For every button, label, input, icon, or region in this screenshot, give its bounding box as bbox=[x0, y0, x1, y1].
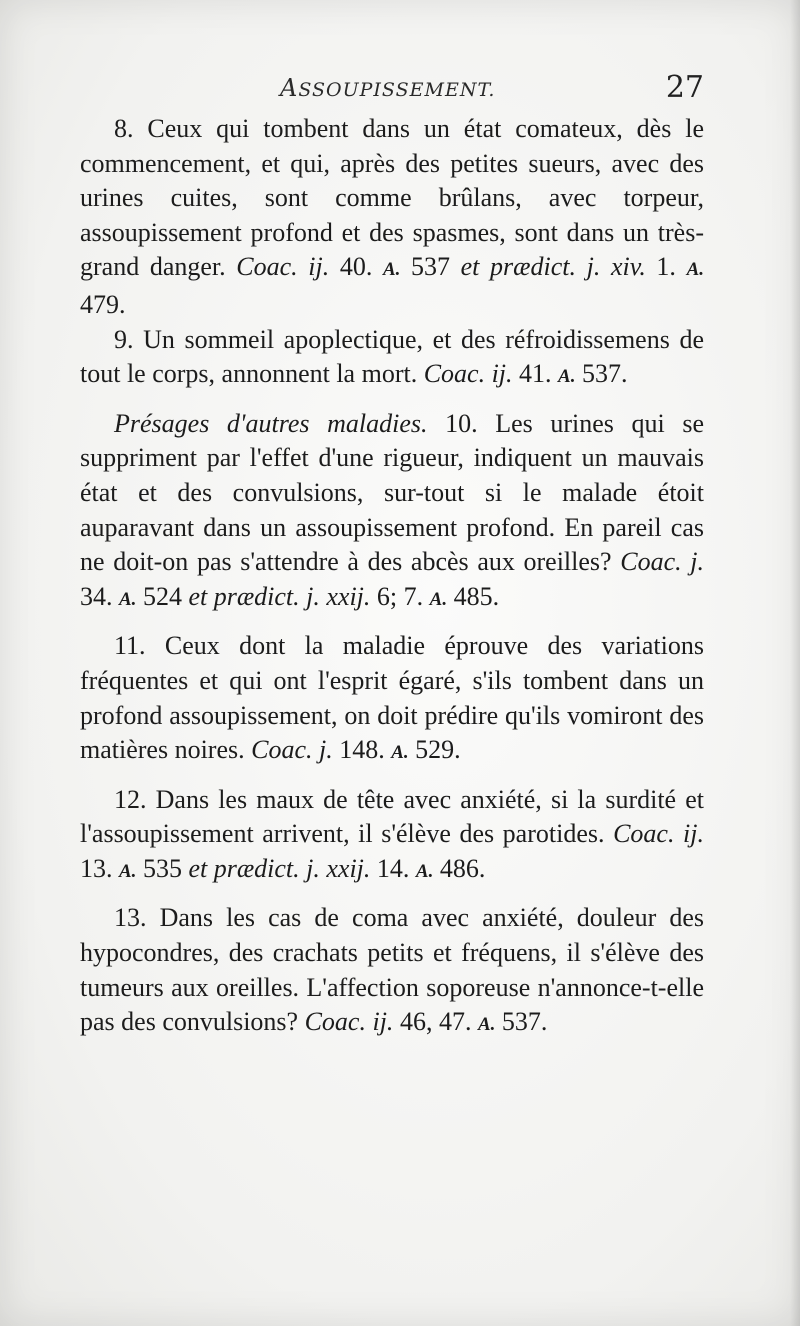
citation: et prædict. j. xxij. bbox=[188, 581, 371, 611]
text-run: 486. bbox=[433, 853, 486, 883]
citation: Coac. ij. bbox=[236, 252, 330, 282]
paragraph-12 bbox=[80, 783, 704, 890]
paragraph-11 bbox=[80, 629, 704, 770]
citation-abbrev: A. bbox=[391, 742, 409, 764]
text-run: 46, 47. bbox=[393, 1007, 478, 1037]
paragraph-8 bbox=[80, 112, 704, 323]
text-run: 12. Dans les maux de tête avec anxiété, si la surdité et l'assoupissement arrivent, il s'élève des parotides. bbox=[80, 784, 704, 849]
text-run: 529. bbox=[408, 735, 461, 765]
section-heading: Présages d'autres maladies. bbox=[114, 408, 428, 438]
text-run: 6; 7. bbox=[370, 581, 430, 611]
text-run: 479. bbox=[80, 289, 126, 319]
citation: Coac. ij. bbox=[304, 1007, 394, 1037]
text-run: 524 bbox=[136, 581, 189, 611]
text-run: 41. bbox=[512, 359, 559, 389]
citation: et prædict. j. xiv. bbox=[460, 252, 646, 282]
body-text bbox=[80, 112, 704, 1043]
citation-abbrev: A. bbox=[477, 1014, 496, 1036]
citation: et prædict. j. xxij. bbox=[188, 853, 371, 883]
text-run: 11. Ceux dont la maladie éprouve des variations fréquentes et qui ont l'esprit égaré, s'ils tombent dans un profond assoupissement, on doit prédire qu'ils vomiront des matières noires. bbox=[80, 631, 704, 765]
citation-abbrev: A. bbox=[558, 366, 576, 388]
citation: Coac. ij. bbox=[613, 819, 704, 849]
running-head-rest: SSOUPISSEMENT. bbox=[298, 79, 496, 101]
text-run: 34. bbox=[80, 581, 119, 611]
citation-abbrev: A. bbox=[119, 588, 137, 610]
text-run: 148. bbox=[332, 735, 392, 765]
citation-abbrev: A. bbox=[429, 588, 448, 610]
paragraph-10 bbox=[80, 407, 704, 618]
text-run: 13. Dans les cas de coma avec anxiété, douleur des hypocondres, des crachats petits et fréquens, il s'élève des tumeurs aux oreilles. L'affection soporeuse n'annonce-t-elle pas des convulsions? bbox=[80, 903, 704, 1037]
running-head bbox=[280, 74, 495, 102]
citation: Coac. ij. bbox=[423, 359, 513, 389]
text-run: 485. bbox=[447, 581, 500, 611]
paragraph-9 bbox=[80, 323, 704, 395]
citation-abbrev: A. bbox=[119, 860, 137, 882]
text-run: 13. bbox=[80, 853, 119, 883]
citation: Coac. j. bbox=[251, 735, 333, 765]
paragraph-13 bbox=[80, 901, 704, 1042]
text-run: 10. Les urines qui se suppriment par l'effet d'une rigueur, indiquent un mauvais état et des convulsions, sur-tout si le malade étoit auparavant dans un assoupissement profond. En pareil cas ne doit-on pas s'attendre à des abcès aux oreilles? bbox=[80, 408, 705, 577]
page-number: 27 bbox=[665, 70, 704, 105]
citation-abbrev: A. bbox=[382, 259, 401, 281]
text-run: 535 bbox=[136, 853, 189, 883]
page-edge-shadow bbox=[790, 0, 800, 1326]
citation-abbrev: A. bbox=[415, 860, 434, 882]
citation-abbrev: A. bbox=[686, 259, 704, 281]
text-run: 537. bbox=[495, 1007, 548, 1037]
text-run: 8. Ceux qui tombent dans un état comateux, dès le commencement, et qui, après des petites sueurs, avec des urines cuites, sont comme brûlans, avec torpeur, assoupissement profond et des spasmes, sont dans un très-grand danger. bbox=[80, 114, 704, 282]
text-run: 14. bbox=[370, 853, 416, 883]
text-run: 40. bbox=[329, 252, 383, 282]
text-run: 1. bbox=[645, 252, 687, 282]
text-run: 537. bbox=[575, 359, 628, 389]
citation: Coac. j. bbox=[620, 547, 704, 577]
text-run: 537 bbox=[400, 252, 461, 282]
text-run: 9. Un sommeil apoplectique, et des réfroidissemens de tout le corps, annonnent la mort. bbox=[80, 324, 704, 389]
running-head-initial: A bbox=[280, 74, 299, 102]
page-header bbox=[80, 70, 704, 110]
